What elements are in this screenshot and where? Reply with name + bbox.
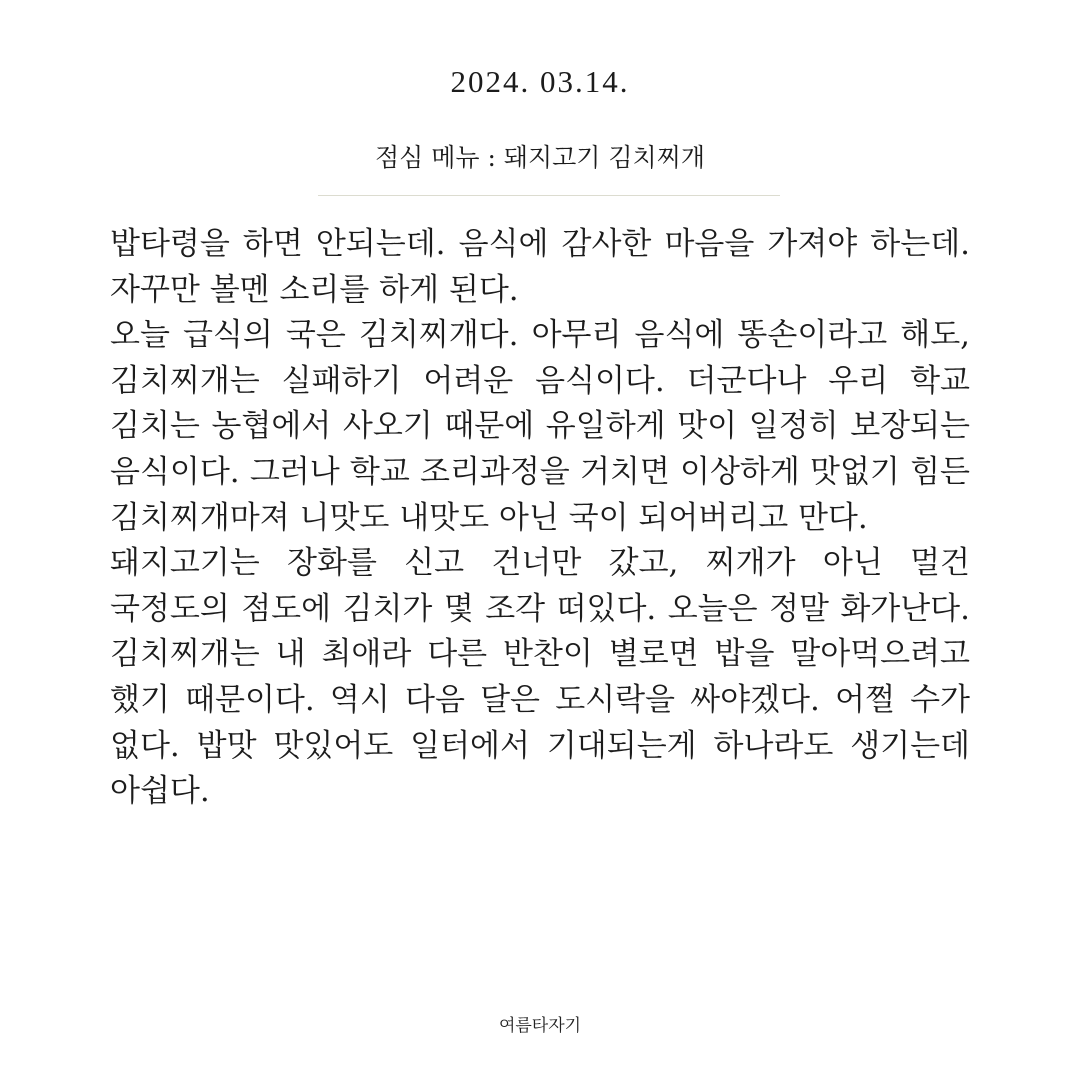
diary-body	[110, 222, 970, 815]
paragraph: 돼지고기는 장화를 신고 건너만 갔고, 찌개가 아닌 멀건 국정도의 점도에 김치가 몇 조각 떠있다. 오늘은 정말 화가난다. 김치찌개는 내 최애라 다른 반찬이 별로면 밥을 말아먹으려고 했기 때문이다. 역시 다음 달은 도시락을 싸야겠다. 어쩔 수가 없다. 밥맛 맛있어도 일터에서 기대되는게 하나라도 생기는데 아쉽다.	[110, 545, 970, 810]
header-divider	[318, 195, 780, 196]
paragraph: 밥타령을 하면 안되는데. 음식에 감사한 마음을 가져야 하는데. 자꾸만 볼멘 소리를 하게 된다.	[110, 226, 970, 308]
entry-date: 2024. 03.14.	[450, 64, 630, 99]
author-signature: 여름타자기	[498, 1016, 582, 1036]
paragraph: 오늘 급식의 국은 김치찌개다. 아무리 음식에 똥손이라고 해도, 김치찌개는 실패하기 어려운 음식이다. 더군다나 우리 학교 김치는 농협에서 사오기 때문에 유일하게 맛이 일정히 보장되는 음식이다. 그러나 학교 조리과정을 거치면 이상하게 맛없기 힘든 김치찌개마져 니맛도 내맛도 아닌 국이 되어버리고 만다.	[110, 317, 970, 536]
lunch-menu-title: 점심 메뉴 : 돼지고기 김치찌개	[374, 143, 705, 172]
